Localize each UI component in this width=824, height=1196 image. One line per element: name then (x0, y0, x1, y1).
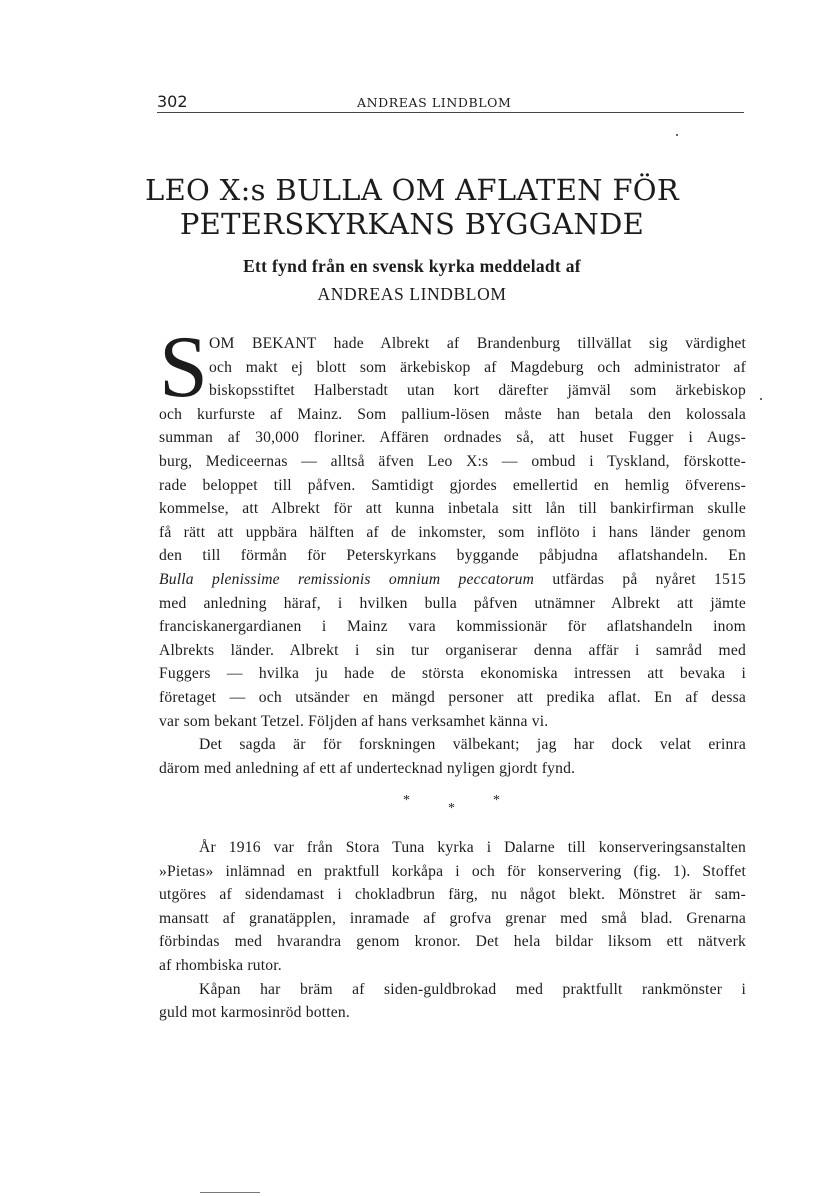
paragraph-3 (159, 836, 746, 1025)
text-line: OM BEKANT hade Albrekt af Brandenburg tillvällat sig värdighet (209, 335, 746, 352)
text-line: af rhombiska rutor. (159, 956, 282, 974)
running-title: ANDREAS LINDBLOM (357, 95, 512, 110)
title-line-1: LEO X:s BULLA OM AFLATEN FÖR (145, 173, 679, 207)
text-line: Det sagda är för forskningen välbekant; jag har dock velat erinra (199, 736, 746, 754)
text-line: företaget — och utsänder en mängd personer att predika aflat. En af dessa (159, 688, 746, 706)
text-line: franciskanergardianen i Mainz vara kommissionär för aflatshandeln inom (159, 618, 746, 636)
italic-title: Bulla plenissime remissionis omnium peccatorum (159, 570, 535, 588)
text-line: guld mot karmosinröd botten. (159, 1004, 350, 1022)
text-line: biskopsstiftet Halberstadt utan kort därefter jämväl som ärkebiskop (209, 382, 746, 400)
text-line: burg, Mediceernas — alltså äfven Leo X:s — ombud i Tyskland, förskotte- (159, 452, 746, 470)
text-line: den till förmån för Peterskyrkans byggande påbjudna aflatshandeln. En (159, 547, 746, 565)
text-line: kommelse, att Albrekt för att kunna inbetala sitt lån till bankirfirman skulle (159, 500, 746, 518)
text-line: förbindas med hvarandra genom kronor. Det hela bildar liksom ett nätverk (159, 933, 746, 951)
article-title (0, 173, 824, 241)
text-line: Albrekts länder. Albrekt i sin tur organiserar denna affär i samråd med (159, 641, 746, 659)
text-line: Fuggers — hvilka ju hade de största ekonomiska intressen att bevaka i (159, 665, 746, 683)
text-line: mansatt af granatäpplen, inramade af grofva grenar med små blad. Grenarna (159, 909, 746, 927)
text-line: summan af 30,000 floriner. Affären ordnades så, att huset Fugger i Augs- (159, 429, 746, 447)
italic-tail: utfärdas på nyåret 1515 (552, 570, 746, 588)
print-speck (760, 398, 762, 400)
asterisk: * (493, 793, 500, 808)
text-line: få rätt att uppbära hälften af de inkomster, som inflöto i hans länder genom (159, 523, 746, 541)
text-line: och kurfurste af Mainz. Som pallium-lösen måste han betala den kolossala (159, 405, 746, 423)
byline (0, 252, 824, 308)
text-line: utgöres af sidendamast i chokladbrun färg, nu något blekt. Mönstret är sam- (159, 886, 746, 904)
text-line: med anledning häraf, i hvilken bulla påfven utnämner Albrekt att jämte (159, 594, 746, 612)
title-line-2: PETERSKYRKANS BYGGANDE (179, 207, 645, 241)
page-edge-mark (200, 1192, 260, 1193)
asterisk: * (448, 801, 455, 816)
text-line: År 1916 var från Stora Tuna kyrka i Dalarne till konserveringsanstalten (199, 839, 746, 856)
text-line: och makt ej blott som ärkebiskop af Magdeburg och administrator af (209, 358, 746, 376)
drop-cap: S (159, 319, 208, 416)
text-line: Kåpan har bräm af siden-guldbrokad med praktfullt rankmönster i (199, 980, 746, 998)
text-line: rade beloppet till påfven. Samtidigt gjordes emellertid en hemlig öfverens- (159, 476, 746, 494)
paragraph-1 (159, 332, 746, 780)
author: ANDREAS LINDBLOM (317, 284, 507, 304)
section-break (0, 793, 824, 823)
running-head (157, 92, 744, 113)
text-line: var som bekant Tetzel. Följden af hans verksamhet känna vi. (159, 712, 549, 730)
print-speck (676, 134, 678, 136)
text-line: därom med anledning af ett af undertecknad nyligen gjordt fynd. (159, 759, 576, 777)
page-number: 302 (157, 92, 188, 111)
asterisk: * (403, 793, 410, 808)
text-line-with-italic (159, 568, 746, 592)
text-line: »Pietas» inlämnad en praktfull korkåpa i och för konservering (fig. 1). Stoffet (159, 862, 746, 880)
subtitle: Ett fynd från en svensk kyrka meddeladt af (243, 256, 581, 276)
